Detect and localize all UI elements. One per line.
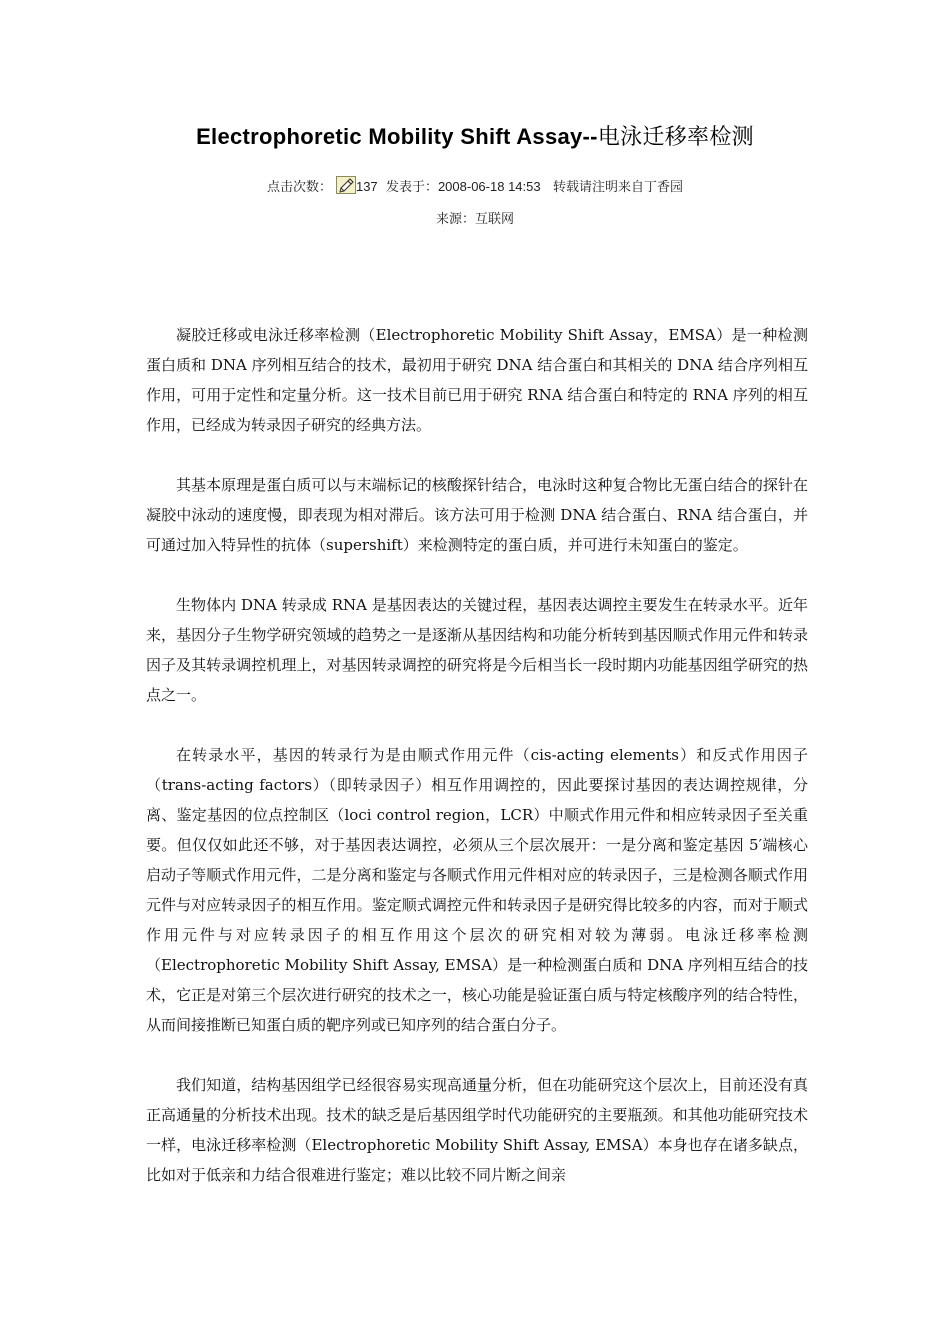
page-title bbox=[0, 120, 950, 151]
edit-icon bbox=[336, 176, 356, 194]
posted-value: 2008-06-18 14:53 bbox=[437, 179, 541, 194]
posted-label: 发表于： bbox=[385, 180, 438, 195]
title-english: Electrophoretic Mobility Shift Assay-- bbox=[196, 124, 598, 149]
hits-value: 137 bbox=[355, 179, 378, 194]
paragraph-5: 我们知道，结构基因组学已经很容易实现高通量分析，但在功能研究这个层次上，目前还没有真正高通量的分析技术出现。技术的缺乏是后基因组学时代功能研究的主要瓶颈。和其他功能研究技术一样，电泳迁移率检测（Electrophoretic Mobility Shift Assay, EMSA）本身也存在诸多缺点，比如对于低亲和力结合很难进行鉴定；难以比较不同片断之间亲 bbox=[146, 1076, 808, 1184]
hits-label: 点击次数： bbox=[266, 180, 332, 195]
repost-note: 转载请注明来自丁香园 bbox=[553, 180, 684, 195]
article-meta bbox=[0, 176, 950, 195]
paragraph-1: 凝胶迁移或电泳迁移率检测（Electrophoretic Mobility Shift Assay，EMSA）是一种检测蛋白质和 DNA 序列相互结合的技术，最初用于研究 DNA 结合蛋白和其相关的 DNA 结合序列相互作用，可用于定性和定量分析。这一技术目前已用于研究 RNA 结合蛋白和特定的 RNA 序列的相互作用，已经成为转录因子研究的经典方法。 bbox=[146, 326, 808, 434]
article-source: 来源：互联网 bbox=[435, 212, 514, 227]
paragraph-2: 其基本原理是蛋白质可以与末端标记的核酸探针结合，电泳时这种复合物比无蛋白结合的探针在凝胶中泳动的速度慢，即表现为相对滞后。该方法可用于检测 DNA 结合蛋白、RNA 结合蛋白，并可通过加入特异性的抗体（supershift）来检测特定的蛋白质，并可进行未知蛋白的鉴定。 bbox=[146, 476, 808, 554]
article-body bbox=[146, 320, 808, 1220]
paragraph-3: 生物体内 DNA 转录成 RNA 是基因表达的关键过程，基因表达调控主要发生在转录水平。近年来，基因分子生物学研究领域的趋势之一是逐渐从基因结构和功能分析转到基因顺式作用元件和转录因子及其转录调控机理上，对基因转录调控的研究将是今后相当长一段时期内功能基因组学研究的热点之一。 bbox=[146, 596, 808, 704]
paragraph-4: 在转录水平，基因的转录行为是由顺式作用元件（cis-acting elements）和反式作用因子（trans-acting factors）（即转录因子）相互作用调控的，因此要探讨基因的表达调控规律，分离、鉴定基因的位点控制区（loci control region，LCR）中顺式作用元件和相应转录因子至关重要。但仅仅如此还不够，对于基因表达调控，必须从三个层次展开：一是分离和鉴定基因 5′端核心启动子等顺式作用元件，二是分离和鉴定与各顺式作用元件相对应的转录因子，三是检测各顺式作用元件与对应转录因子的相互作用。鉴定顺式调控元件和转录因子是研究得比较多的内容，而对于顺式作用元件与对应转录因子的相互作用这个层次的研究相对较为薄弱。电泳迁移率检测（Electrophoretic Mobility Shift Assay, EMSA）是一种检测蛋白质和 DNA 序列相互结合的技术，它正是对第三个层次进行研究的技术之一，核心功能是验证蛋白质与特定核酸序列的结合特性，从而间接推断已知蛋白质的靶序列或已知序列的结合蛋白分子。 bbox=[146, 746, 808, 1034]
title-chinese: 电泳迁移率检测 bbox=[597, 125, 754, 150]
